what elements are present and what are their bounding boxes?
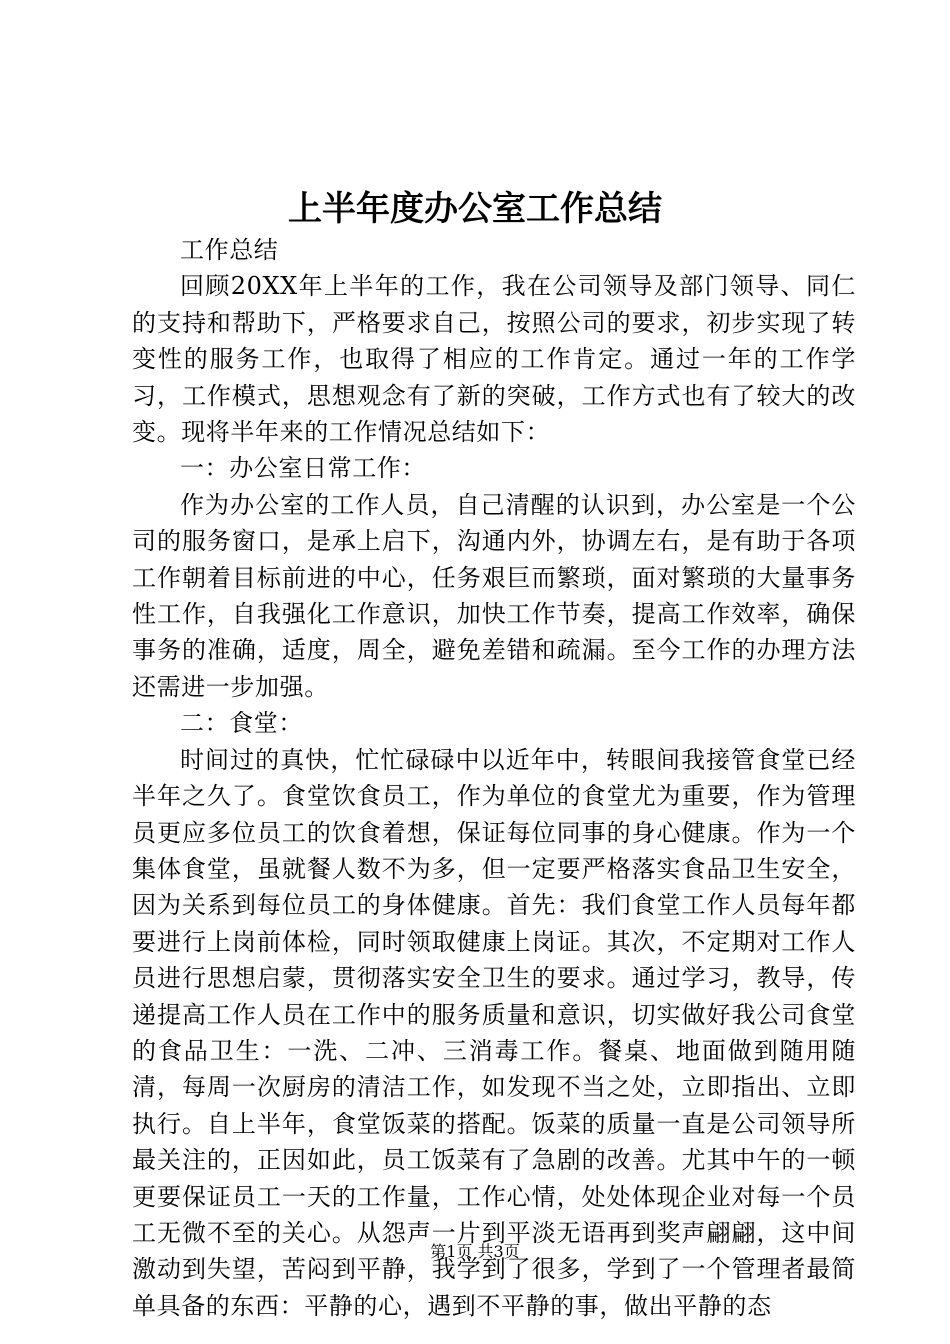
document-title: 上半年度办公室工作总结	[288, 189, 662, 229]
page-footer: 第1页 共3页	[430, 1242, 520, 1261]
paragraph-office-daily-work: 作为办公室的工作人员，自己清醒的认识到，办公室是一个公司的服务窗口，是承上启下，沟通内外，协调左右，是有助于各项工作朝着目标前进的中心，任务艰巨而繁琐，面对繁琐的大量事务性工作，自我强化工作意识，加快工作节奏，提高工作效率，确保事务的准确，适度，周全，避免差错和疏漏。至今工作的办理方法还需进一步加强。	[132, 490, 856, 701]
heading-canteen: 二：食堂：	[180, 709, 303, 738]
document-body	[132, 232, 856, 1324]
paragraph-intro: 回顾20XX年上半年的工作，我在公司领导及部门领导、同仁的支持和帮助下，严格要求自己，按照公司的要求，初步实现了转变性的服务工作，也取得了相应的工作肯定。通过一年的工作学习，工作模式，思想观念有了新的突破，工作方式也有了较大的改变。现将半年来的工作情况总结如下：	[132, 272, 856, 447]
paragraph-section-label: 工作总结	[180, 236, 279, 264]
paragraph-canteen: 时间过的真快，忙忙碌碌中以近年中，转眼间我接管食堂已经半年之久了。食堂饮食员工，作为单位的食堂尤为重要，作为管理员更应多位员工的饮食着想，保证每位同事的身心健康。作为一个集体食堂，虽就餐人数不为多，但一定要严格落实食品卫生安全，因为关系到每位员工的身体健康。首先：我们食堂工作人员每年都要进行上岗前体检，同时领取健康上岗证。其次，不定期对工作人员进行思想启蒙，贯彻落实安全卫生的要求。通过学习，教导，传递提高工作人员在工作中的服务质量和意识，切实做好我公司食堂的食品卫生：一洗、二冲、三消毒工作。餐桌、地面做到随用随清，每周一次厨房的清洁工作，如发现不当之处，立即指出、立即执行。自上半年，食堂饭菜的搭配。饭菜的质量一直是公司领导所最关注的，正因如此，员工饭菜有了急剧的改善。尤其中午的一顿更要保证员工一天的工作量，工作心情，处处体现企业对每一个员工无微不至的关心。从怨声一片到平淡无语再到奖声翩翩，这中间激动到失望，苦闷到平静，我学到了很多，学到了一个管理者最简单具备的东西：平静的心，遇到不平静的事，做出平静的态	[132, 745, 856, 1320]
heading-office-daily-work: 一：办公室日常工作：	[180, 454, 426, 483]
